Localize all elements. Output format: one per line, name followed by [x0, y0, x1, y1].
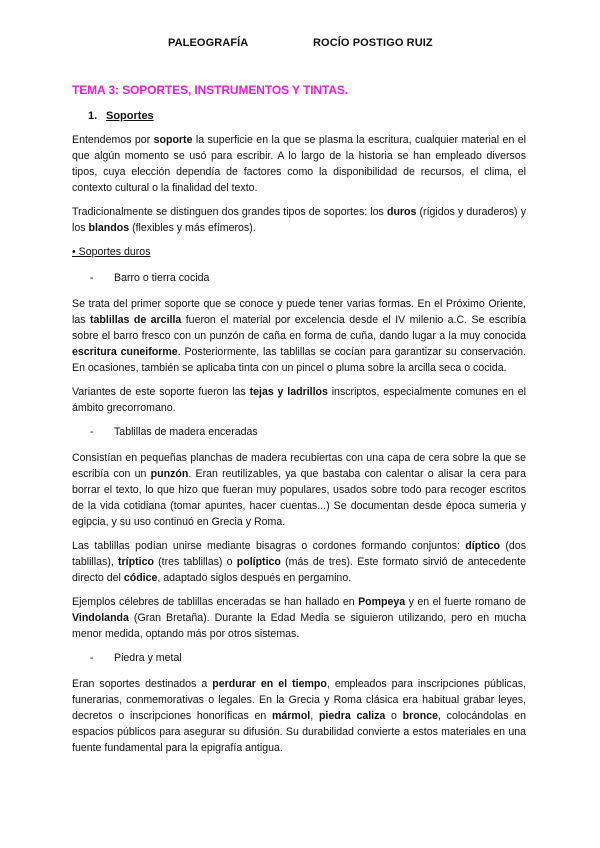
bold-term: códice — [123, 572, 158, 584]
header-author: ROCÍO POSTIGO RUIZ — [313, 37, 433, 49]
text-run: (flexibles y más efímeros). — [129, 222, 256, 234]
text-run: (rígidos y duraderos) y los — [72, 206, 526, 234]
text-run: Las tablillas podían unirse mediante bisagras o cordones formando conjuntos: — [72, 540, 466, 552]
text-run: , — [310, 710, 319, 722]
header-subject: PALEOGRAFÍA — [168, 37, 249, 49]
dash-bullet: - — [90, 652, 94, 664]
section-number: 1. — [88, 110, 98, 122]
text-run: . Posteriormente, las tablillas se cocían para garantizar su conservación. En ocasiones, también se aplicaba tinta con un pincel o pluma sobre la arcilla seca o cocida. — [72, 346, 526, 374]
subheading-soportes-duros: • Soportes duros — [72, 246, 151, 258]
text-run: Se trata del primer soporte que se conoce y puede tener varias formas. En el Próximo Oriente, las — [72, 298, 526, 326]
bold-term: Pompeya — [358, 596, 406, 608]
bold-term: punzón — [150, 468, 189, 480]
document-body — [72, 82, 526, 764]
bold-term: escritura cuneiforme — [72, 346, 178, 358]
paragraph-piedra — [72, 676, 526, 756]
bold-term: mármol — [271, 710, 311, 722]
list-item-label: Barro o tierra cocida — [114, 272, 210, 284]
text-run: la superficie en la que se plasma la escritura, cualquier material en el que algún momento se usó para escribir. A lo largo de la historia se han empleado diversos tipos, cuya elección dependía de factores como la disponibilidad de recursos, el clima, el contexto cultural o la finalidad del texto. — [72, 134, 526, 194]
bold-term: díptico — [465, 540, 501, 552]
paragraph-variantes — [72, 384, 526, 416]
section-label: Soportes — [106, 110, 154, 122]
text-run: o — [385, 710, 403, 722]
text-run: (Gran Bretaña). Durante la Edad Media se siguieron utilizando, pero en mucha menor medida, optando más por otros sistemas. — [72, 612, 526, 640]
text-run: y en el fuerte romano de — [405, 596, 527, 608]
text-run: inscriptos, especialmente comunes en el ámbito grecorromano. — [72, 386, 526, 414]
list-item-label: Piedra y metal — [114, 652, 182, 664]
bold-term: tríptico — [118, 556, 154, 568]
text-run: , colocándolas en espacios públicos para asegurar su difusión. Su durabilidad convierte a estos materiales en una fuente fundamental para la epigrafía antigua. — [72, 710, 526, 754]
text-run: Consistían en pequeñas planchas de madera recubiertas con una capa de cera sobre la que se escribía con un — [72, 452, 526, 480]
bold-term: tejas y ladrillos — [249, 386, 328, 398]
bold-term: blandos — [88, 222, 130, 234]
bold-term: tablillas de arcilla — [89, 314, 182, 326]
paragraph-ejemplos — [72, 594, 526, 642]
paragraph-barro — [72, 296, 526, 376]
bold-term: políptico — [236, 556, 281, 568]
text-run: (más de tres). Este formato sirvió de antecedente directo del — [72, 556, 527, 584]
text-run: Ejemplos célebres de tablillas enceradas se han hallado en — [72, 596, 359, 608]
text-run: , empleados para inscripciones públicas, funerarias, conmemorativas o legales. En la Grecia y Roma clásica era habitual grabar leyes, decretos o inscripciones honoríficas en — [72, 678, 526, 722]
bold-term: piedra caliza — [318, 710, 386, 722]
list-item-tablillas — [90, 424, 526, 440]
paragraph-definition — [72, 132, 526, 196]
bold-term: duros — [386, 206, 417, 218]
bold-term: soporte — [153, 134, 193, 146]
dash-bullet: - — [90, 272, 94, 284]
bold-term: perdurar en el tiempo — [212, 678, 327, 690]
bold-term: bronce — [402, 710, 438, 722]
text-run: Eran soportes destinados a — [72, 678, 213, 690]
section-heading-soportes — [88, 108, 526, 124]
text-run: (dos tablillas), — [72, 540, 526, 568]
topic-title: TEMA 3: SOPORTES, INSTRUMENTOS Y TINTAS. — [72, 83, 349, 97]
paragraph-types — [72, 204, 526, 236]
text-run: Variantes de este soporte fueron las — [72, 386, 250, 398]
bold-term: Vindolanda — [72, 612, 129, 624]
list-item-label: Tablillas de madera enceradas — [114, 426, 258, 438]
paragraph-tablillas — [72, 450, 526, 530]
text-run: Entendemos por — [72, 134, 154, 146]
dash-bullet: - — [90, 426, 94, 438]
text-run: Tradicionalmente se distinguen dos grandes tipos de soportes: los — [72, 206, 387, 218]
paragraph-conjuntos — [72, 538, 526, 586]
text-run: , adaptado siglos después en pergamino. — [157, 572, 352, 584]
text-run: (tres tablillas) o — [153, 556, 237, 568]
list-item-piedra — [90, 650, 526, 666]
text-run: . Eran reutilizables, ya que bastaba con calentar o alisar la cera para borrar el texto, lo que hizo que fueran muy populares, usados sobre todo para recoger escritos de la vida cotidiana (tomar apuntes, hacer cuentas...) Se documentan desde época sumeria y egipcia, y su uso continuó en Grecia y Roma. — [72, 468, 526, 528]
list-item-barro — [90, 270, 526, 286]
text-run: fueron el material por excelencia desde el IV milenio a.C. Se escribía sobre el barro fresco con un punzón de caña en forma de cuña, dando lugar a la muy conocida — [72, 314, 526, 342]
